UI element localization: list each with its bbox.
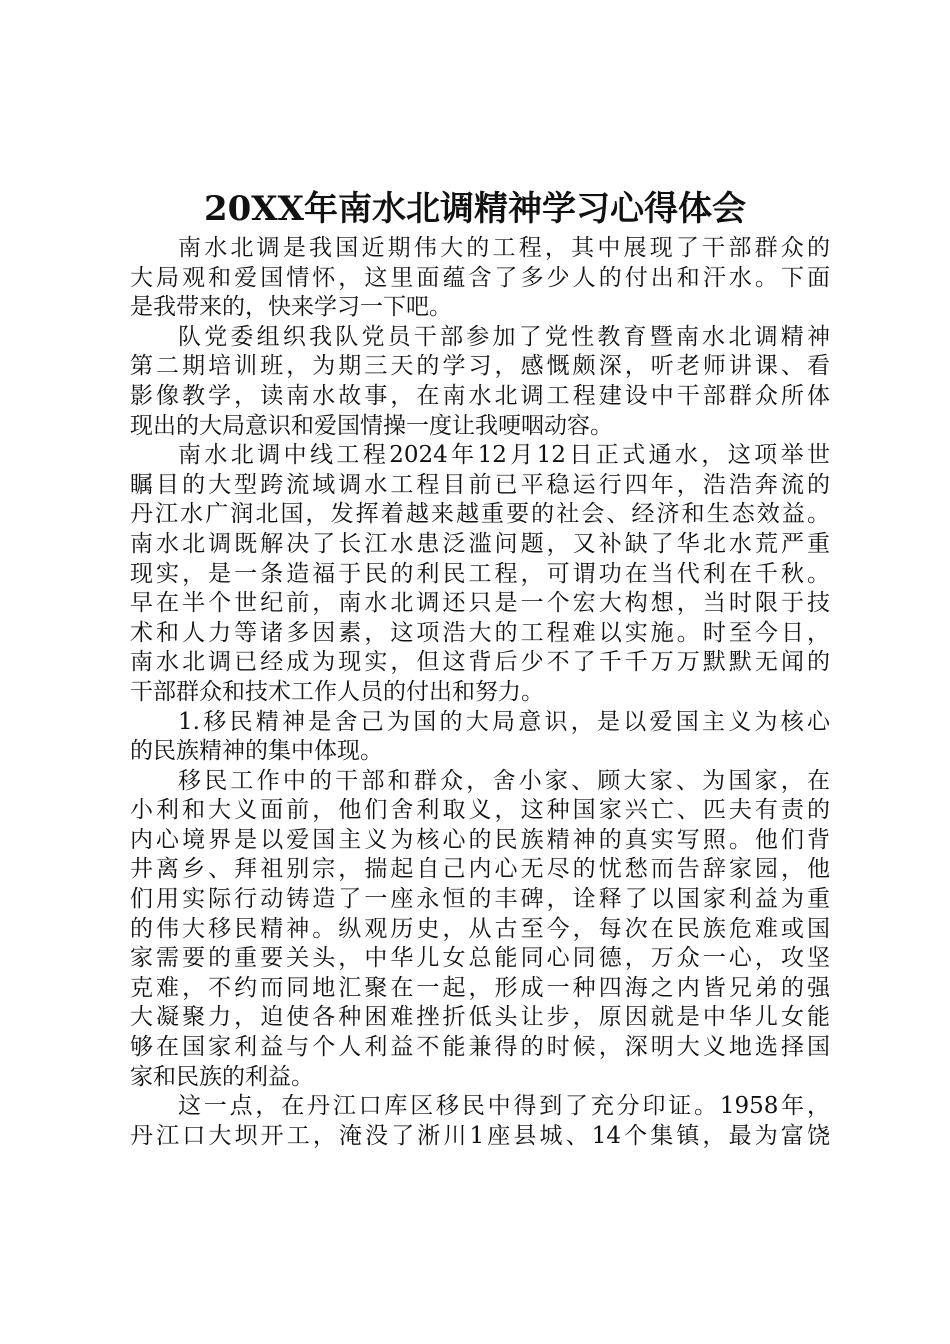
- text-line: 移民工作中的干部和群众，舍小家、顾大家、为国家，在: [178, 767, 830, 794]
- text-line: 大凝聚力，迫使各种困难挫折低头让步，原因就是中华儿女能: [130, 1004, 830, 1031]
- paragraph: [130, 323, 830, 441]
- text-line: 内心境界是以爱国主义为核心的民族精神的真实写照。他们背: [130, 826, 830, 853]
- text-line: 现出的大局意识和爱国情操一度让我哽咽动容。: [130, 412, 613, 439]
- text-line: 南水北调既解决了长江水患泛滥问题，又补缺了华北水荒严重: [130, 530, 830, 557]
- text-line: 早在半个世纪前，南水北调还只是一个宏大构想，当时限于技: [130, 590, 830, 617]
- document-body: [130, 234, 830, 1151]
- text-line: 的伟大移民精神。纵观历史，从古至今，每次在民族危难或国: [130, 915, 830, 942]
- text-line: 术和人力等诸多因素，这项浩大的工程难以实施。时至今日，: [130, 619, 830, 646]
- text-line: 家需要的重要关头，中华儿女总能同心同德，万众一心，攻坚: [130, 945, 830, 972]
- text-line: 影像教学，读南水故事，在南水北调工程建设中干部群众所体: [130, 382, 830, 409]
- text-line: 们用实际行动铸造了一座永恒的丰碑，诠释了以国家利益为重: [130, 886, 830, 913]
- text-line: 丹江口大坝开工，淹没了淅川1座县城、14个集镇，最为富饶: [130, 1122, 830, 1149]
- text-line: 是我带来的，快来学习一下吧。: [130, 294, 452, 321]
- text-line: 现实，是一条造福于民的利民工程，可谓功在当代利在千秋。: [130, 560, 830, 587]
- text-line: 这一点，在丹江口库区移民中得到了充分印证。1958年，: [178, 1093, 830, 1120]
- document-title: 20XX年南水北调精神学习心得体会: [203, 189, 747, 229]
- text-line: 克难，不约而同地汇聚在一起，形成一种四海之内皆兄弟的强: [130, 974, 830, 1001]
- text-line: 瞩目的大型跨流域调水工程目前已平稳运行四年，浩浩奔流的: [130, 471, 830, 498]
- paragraph: [130, 1092, 830, 1151]
- text-line: 南水北调中线工程2024年12月12日正式通水，这项举世: [178, 442, 830, 469]
- paragraph: [130, 767, 830, 1093]
- paragraph: [130, 234, 830, 323]
- text-line: 的民族精神的集中体现。: [130, 738, 383, 765]
- text-line: 家和民族的利益。: [130, 1063, 314, 1090]
- text-line: 队党委组织我队党员干部参加了党性教育暨南水北调精神: [178, 323, 830, 350]
- paragraph: [130, 441, 830, 707]
- text-line: 干部群众和技术工作人员的付出和努力。: [130, 678, 544, 705]
- text-line: 1.移民精神是舍己为国的大局意识，是以爱国主义为核心: [178, 708, 830, 735]
- text-line: 够在国家利益与个人利益不能兼得的时候，深明大义地选择国: [130, 1034, 830, 1061]
- paragraph: [130, 708, 830, 767]
- text-line: 南水北调是我国近期伟大的工程，其中展现了干部群众的: [178, 235, 830, 261]
- text-line: 大局观和爱国情怀，这里面蕴含了多少人的付出和汗水。下面: [130, 264, 830, 291]
- text-line: 丹江水广润北国，发挥着越来越重要的社会、经济和生态效益。: [130, 501, 830, 528]
- text-line: 第二期培训班，为期三天的学习，感慨颇深，听老师讲课、看: [130, 353, 830, 380]
- text-line: 井离乡、拜祖别宗，揣起自己内心无尽的忧愁而告辞家园，他: [130, 856, 830, 883]
- text-line: 小利和大义面前，他们舍利取义，这种国家兴亡、匹夫有责的: [130, 797, 830, 824]
- text-line: 南水北调已经成为现实，但这背后少不了千千万万默默无闻的: [130, 649, 830, 676]
